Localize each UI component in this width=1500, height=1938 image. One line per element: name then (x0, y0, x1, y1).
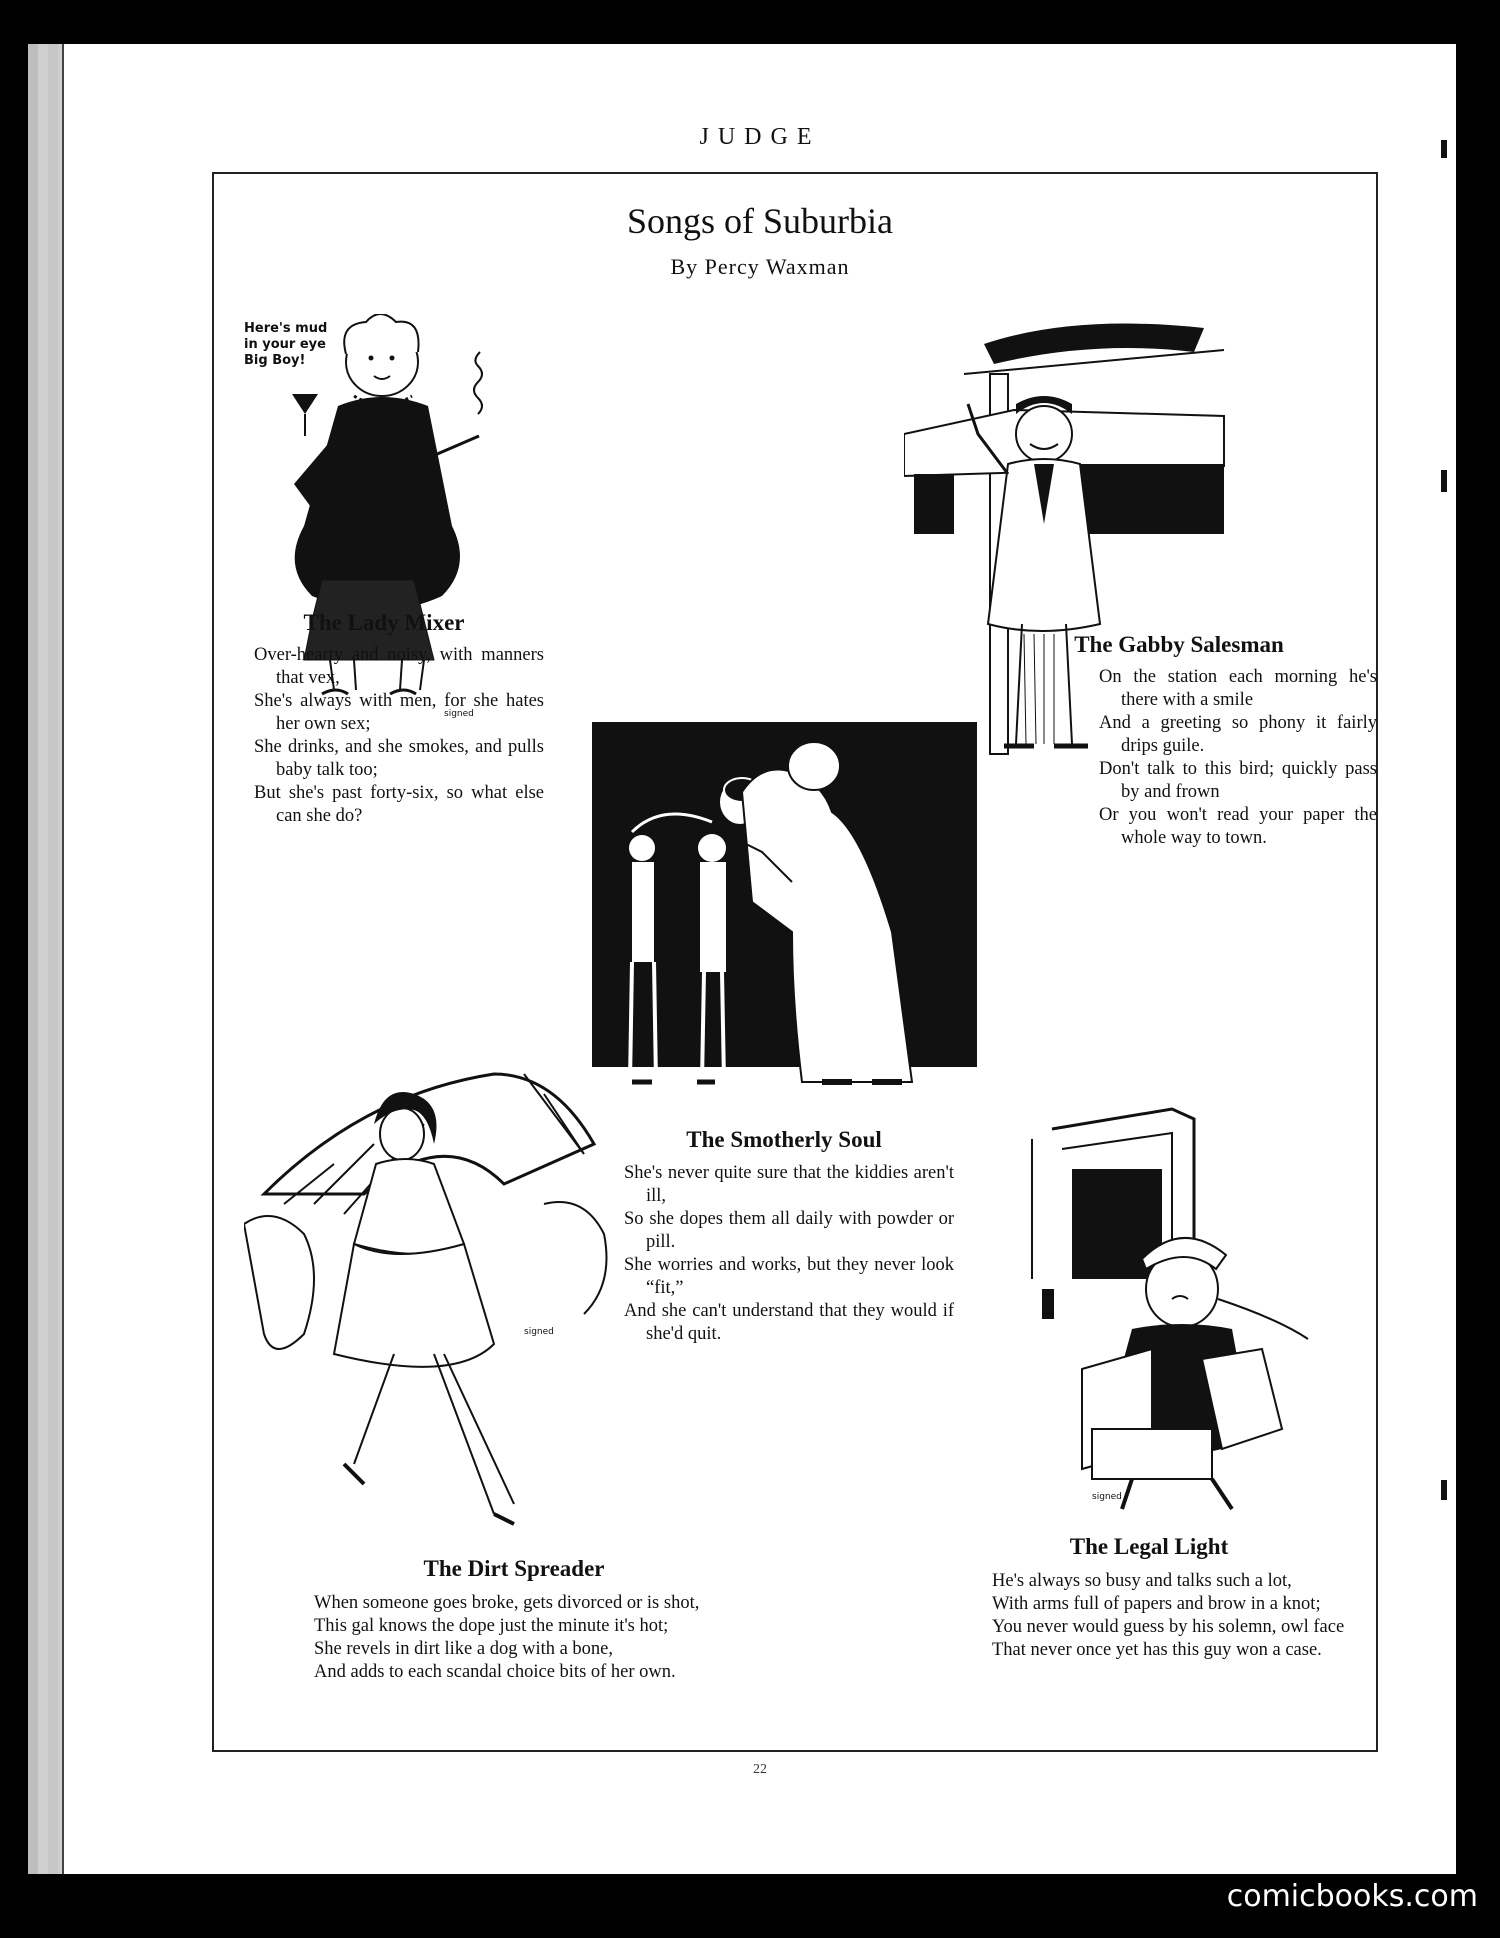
poem-line: You never would guess by his solemn, owl face (992, 1617, 1345, 1637)
spine-mark (1441, 470, 1447, 492)
dirt-spreader-poem (314, 1592, 728, 1684)
svg-text:signed: signed (444, 709, 474, 719)
legal-light-illustration (1012, 1099, 1352, 1519)
smotherly-soul-illustration (592, 722, 977, 1110)
spine-mark (1441, 140, 1447, 158)
page-title: Songs of Suburbia (626, 201, 893, 241)
svg-text:signed: signed (524, 1327, 554, 1337)
poem-line: That never once yet has this guy won a case. (992, 1640, 1322, 1660)
legal-light-poem (992, 1570, 1378, 1662)
poem-line: She's never quite sure that the kiddies aren't ill, (624, 1163, 954, 1206)
smotherly-soul-title: The Smotherly Soul (686, 1127, 882, 1152)
poem-line: But she's past forty-six, so what else can she do? (254, 783, 544, 826)
poem-line: Or you won't read your paper the whole way to town. (1099, 805, 1377, 848)
poem-line: Don't talk to this bird; quickly pass by and frown (1099, 759, 1377, 802)
magazine-page (62, 44, 1456, 1874)
lady-mixer-poem (254, 644, 544, 828)
poem-line: With arms full of papers and brow in a knot; (992, 1594, 1321, 1614)
spine-mark (1441, 1480, 1447, 1500)
byline: By Percy Waxman (670, 254, 850, 279)
poem-line: She revels in dirt like a dog with a bone, (314, 1639, 614, 1659)
gabby-salesman-poem (1099, 666, 1377, 850)
poem-line: She worries and works, but they never look “fit,” (624, 1255, 954, 1298)
speech-bubble-line-3: Big Boy! (244, 353, 306, 368)
poem-line: So she dopes them all daily with powder or pill. (624, 1209, 954, 1252)
page-number: 22 (753, 1762, 767, 1777)
dirt-spreader-illustration (244, 1054, 644, 1534)
legal-light-title: The Legal Light (1069, 1534, 1229, 1559)
poem-line: This gal knows the dope just the minute it's hot; (314, 1616, 669, 1636)
watermark: comicbooks.com (1219, 1877, 1486, 1916)
poem-line: She drinks, and she smokes, and pulls baby talk too; (254, 737, 544, 780)
gabby-salesman-title: The Gabby Salesman (1074, 632, 1284, 657)
poem-line: And adds to each scandal choice bits of her own. (314, 1662, 676, 1682)
page-spine (1438, 100, 1450, 1860)
poem-line: When someone goes broke, gets divorced or is shot, (314, 1593, 700, 1613)
speech-bubble-line-1: Here's mud (244, 321, 328, 336)
poem-line: He's always so busy and talks such a lot, (992, 1571, 1292, 1591)
svg-text:signed: signed (1092, 1492, 1122, 1502)
poem-line: On the station each morning he's there with a smile (1099, 667, 1377, 710)
poem-line: And a greeting so phony it fairly drips guile. (1099, 713, 1377, 756)
smotherly-soul-poem (624, 1162, 954, 1346)
magazine-header: JUDGE (699, 124, 821, 150)
dirt-spreader-title: The Dirt Spreader (423, 1556, 605, 1581)
poem-line: She's always with men, for she hates her own sex; (254, 691, 544, 734)
lady-mixer-title: The Lady Mixer (303, 610, 465, 635)
poem-line: And she can't understand that they would if she'd quit. (624, 1301, 954, 1344)
speech-bubble-line-2: in your eye (244, 337, 326, 352)
poem-line: Over-hearty and noisy, with manners that vex, (254, 645, 544, 688)
